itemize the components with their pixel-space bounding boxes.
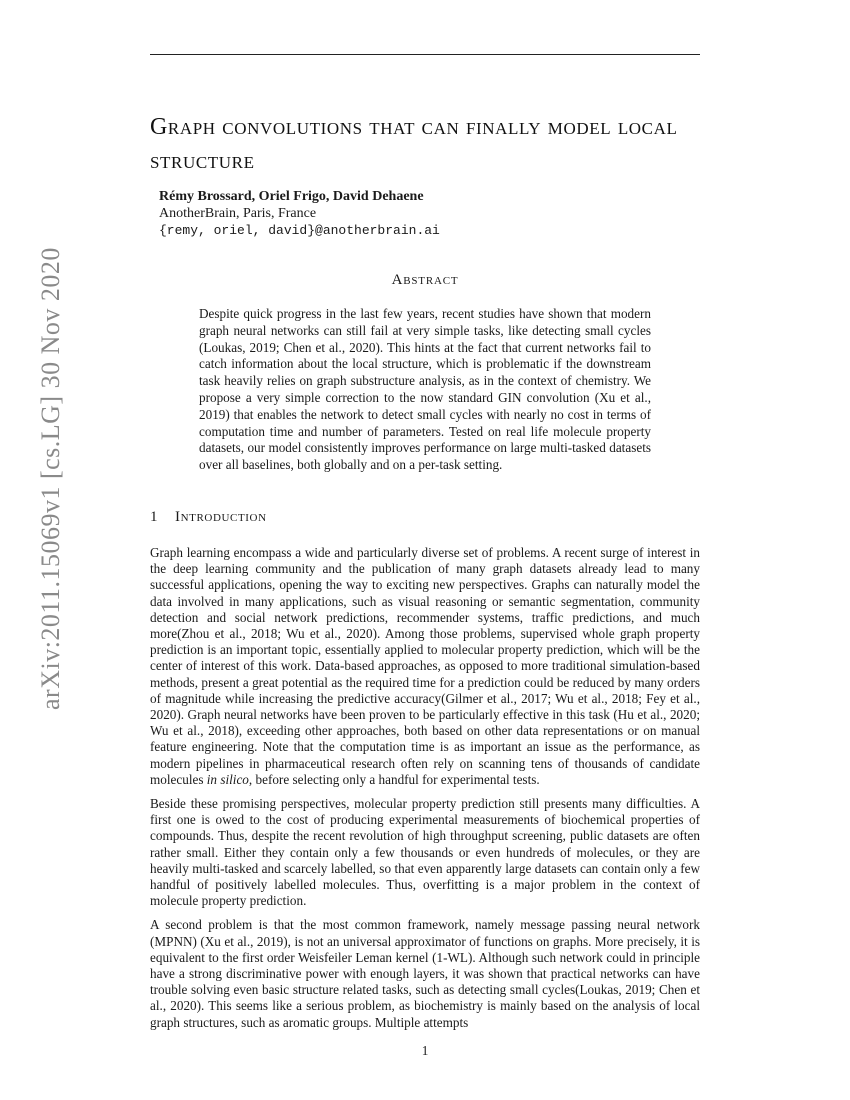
paragraph: A second problem is that the most common framework, namely message passing neural network (MPNN) (Xu et al., 2019), is not an universal approximator of functions on graphs. More precisely, it is equivalent to the first order Weisfeiler Leman kernel (1-WL). Although such network could in principle have a strong discriminative power with enough layers, it was shown that practical networks can have trouble solving even basic structure related tasks, such as detecting small cycles(Loukas, 2019; Chen et al., 2020). This seems like a serious problem, as biochemistry is mainly based on the analysis of local graph structures, such as aromatic groups. Multiple attempts [150, 917, 700, 1030]
paragraph [150, 545, 700, 788]
arxiv-identifier: arXiv:2011.15069v1 [cs.LG] 30 Nov 2020 [36, 247, 65, 710]
author-email: {remy, oriel, david}@anotherbrain.ai [159, 223, 440, 238]
section-body [150, 545, 700, 1039]
page-number: 1 [421, 1043, 429, 1058]
paragraph: Beside these promising perspectives, molecular property prediction still presents many difficulties. A first one is owed to the cost of producing experimental measurements of biochemical properties of compounds. Thus, despite the recent revolution of high throughput screening, public datasets are often rather small. Either they contain only a few thousands or even hundreds of molecules, or they are heavily multi-tasked and scarcely labelled, so that even apparently large datasets can contain only a few handful of positively labelled molecules. Thus, overfitting is a major problem in the context of molecule property prediction. [150, 796, 700, 909]
paragraph-text: Graph learning encompass a wide and particularly diverse set of problems. A recent surge of interest in the deep learning community and the publication of many graph datasets already lead to many successful applications, opening the way to exciting new perspectives. Graphs can naturally model the data involved in many applications, such as visual reasoning or semantic segmentation, community detection and social network predictions, recommender systems, traffic predictions, and much more(Zhou et al., 2018; Wu et al., 2020). Among those problems, supervised whole graph property prediction is an important topic, essentially applied to molecular property prediction, which will be the center of interest of this work. Data-based approaches, as opposed to more traditional simulation-based methods, present a great potential as the required time for a prediction could be reduced by many orders of magnitude while increasing the predictive accuracy(Gilmer et al., 2017; Wu et al., 2018; Fey et al., 2020). Graph neural networks have been proven to be particularly effective in this task (Hu et al., 2020; Wu et al., 2018), exceeding other approaches, both based on other data representations or on manual feature engineering. Note that the computation time is as important an issue as the performance, as modern pipelines in pharmaceutical research often rely on scanning tens of thousands of candidate molecules [150, 545, 700, 787]
abstract-text: Despite quick progress in the last few years, recent studies have shown that modern graph neural networks can still fail at very simple tasks, like detecting small cycles (Loukas, 2019; Chen et al., 2020). This hints at the fact that current networks fail to catch information about the local structure, which is problematic if the downstream task heavily relies on graph substructure analysis, as in the context of chemistry. We propose a very simple correction to the now standard GIN convolution (Xu et al., 2019) that enables the network to detect small cycles with nearly no cost in terms of computation time and number of parameters. Tested on real life molecule property datasets, our model consistently improves performance on large multi-tasked datasets over all baselines, both globally and on a per-task setting. [199, 306, 651, 473]
section-heading [150, 509, 700, 526]
paragraph-text: , before selecting only a handful for experimental tests. [248, 771, 540, 787]
author-block [159, 188, 679, 239]
section-title: Introduction [175, 509, 267, 525]
top-rule [150, 54, 700, 55]
paper-title: Graph convolutions that can finally model local structure [150, 114, 678, 174]
paragraph-italic-text: in silico [206, 771, 249, 787]
author-affiliation: AnotherBrain, Paris, France [159, 206, 317, 221]
section-number: 1 [150, 509, 159, 525]
abstract-heading: Abstract [391, 272, 459, 288]
author-names: Rémy Brossard, Oriel Frigo, David Dehaene [159, 189, 424, 204]
